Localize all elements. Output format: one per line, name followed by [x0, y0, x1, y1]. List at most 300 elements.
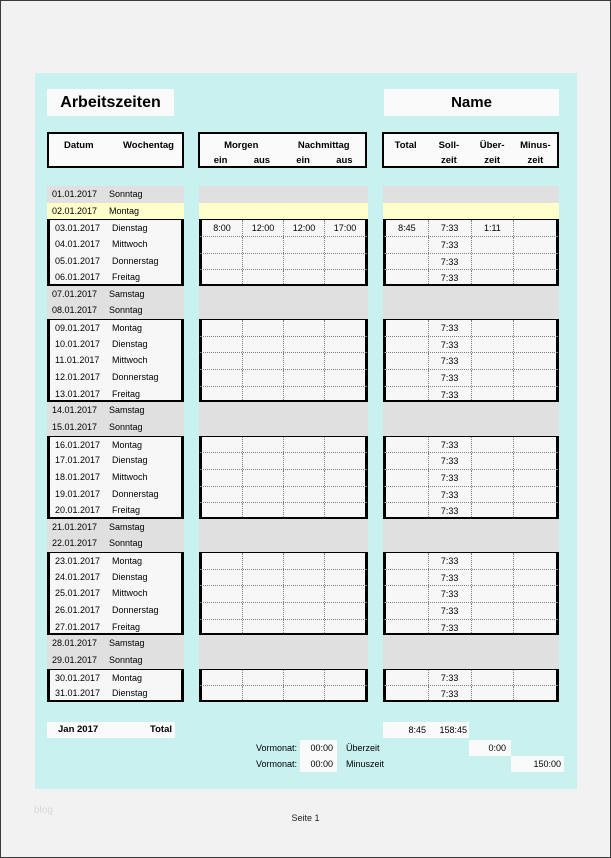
nachmittag-ein-cell [283, 437, 324, 453]
date-text: 04.01.2017 [55, 238, 101, 249]
totals-cell-group [383, 669, 559, 686]
minuszeit-cell [513, 437, 556, 453]
row-gap [368, 469, 383, 486]
total-cell [386, 603, 428, 619]
weekday-text: Donnerstag [112, 255, 159, 266]
ueberzeit-cell [471, 453, 514, 469]
weekday-text: Samstag [109, 638, 145, 649]
nachmittag-ein-cell [283, 670, 324, 686]
sollzeit-cell: 7:33 [428, 270, 471, 284]
total-cell [386, 570, 428, 586]
morgen-ein-cell [202, 237, 242, 253]
row-gap [184, 302, 199, 319]
nachmittag-ein-cell [283, 387, 324, 401]
total-cell [386, 453, 428, 469]
date-weekday-cell [47, 336, 184, 353]
row-gap [368, 635, 383, 652]
morgen-ein-cell [202, 270, 242, 284]
nachmittag-aus-cell [324, 487, 365, 503]
weekday-text: Mittwoch [112, 588, 148, 599]
morgen-ein-cell [202, 686, 242, 700]
minuszeit-value: 150:00 [511, 756, 564, 772]
date-weekday-cell [47, 552, 184, 569]
ueberzeit-cell [471, 553, 514, 569]
date-weekday-cell [47, 635, 184, 652]
ueberzeit-cell [471, 254, 514, 270]
minuszeit-cell [513, 254, 556, 270]
table-row [47, 286, 559, 303]
table-row [47, 469, 559, 486]
header-ueberzeit: Über- [479, 140, 505, 151]
total-cell [386, 270, 428, 284]
ueberzeit-cell [471, 670, 514, 686]
date-weekday-cell [47, 203, 184, 220]
totals-cell-group [383, 502, 559, 519]
date-text: 13.01.2017 [55, 388, 101, 399]
morgen-aus-cell [242, 686, 283, 700]
times-cell-group [199, 652, 368, 669]
date-text: 09.01.2017 [55, 323, 101, 334]
date-text: 14.01.2017 [52, 405, 98, 416]
morgen-aus-cell [242, 320, 283, 336]
nachmittag-aus-cell [324, 603, 365, 619]
total-cell [386, 670, 428, 686]
table-row [47, 585, 559, 602]
totals-cell-group [383, 552, 559, 569]
weekday-text: Freitag [112, 388, 141, 399]
date-weekday-cell [47, 502, 184, 519]
ueberzeit-cell [471, 437, 514, 453]
table-row [47, 186, 559, 203]
nachmittag-ein-cell [283, 237, 324, 253]
date-text: 28.01.2017 [52, 638, 98, 649]
table-row [47, 436, 559, 453]
table-row [47, 569, 559, 586]
minuszeit-cell [513, 553, 556, 569]
date-weekday-cell [47, 602, 184, 619]
nachmittag-aus-cell [324, 470, 365, 486]
nachmittag-ein-cell [283, 337, 324, 353]
ueberzeit-cell: 1:11 [471, 220, 514, 236]
minuszeit-cell [513, 220, 556, 236]
ueberzeit-cell [471, 320, 514, 336]
morgen-ein-cell [202, 503, 242, 517]
date-text: 05.01.2017 [55, 255, 101, 266]
row-gap [368, 269, 383, 286]
morgen-aus-cell [242, 553, 283, 569]
weekday-text: Sonntag [109, 654, 143, 665]
row-gap [184, 269, 199, 286]
nachmittag-ein-cell [283, 453, 324, 469]
totals-cell-group [383, 619, 559, 636]
morgen-ein-cell [202, 387, 242, 401]
date-text: 06.01.2017 [55, 272, 101, 283]
ueberzeit-cell [471, 570, 514, 586]
table-row [47, 635, 559, 652]
nachmittag-aus-cell [324, 320, 365, 336]
row-gap [184, 219, 199, 236]
nachmittag-aus-cell [324, 254, 365, 270]
nachmittag-aus-cell [324, 686, 365, 700]
times-cell-group [199, 519, 368, 536]
morgen-aus-cell [242, 437, 283, 453]
totals-cell-group [383, 186, 559, 203]
morgen-ein-cell [202, 670, 242, 686]
nachmittag-ein-cell: 12:00 [283, 220, 324, 236]
date-weekday-cell [47, 619, 184, 636]
row-gap [368, 219, 383, 236]
ueberzeit-cell [471, 337, 514, 353]
row-gap [368, 685, 383, 702]
date-text: 11.01.2017 [55, 355, 100, 366]
header-ein-1: ein [213, 155, 228, 166]
minuszeit-cell [513, 603, 556, 619]
date-weekday-cell [47, 486, 184, 503]
row-gap [368, 502, 383, 519]
times-cell-group [199, 619, 368, 636]
morgen-ein-cell [202, 470, 242, 486]
morgen-aus-cell [242, 603, 283, 619]
nachmittag-ein-cell [283, 503, 324, 517]
weekday-text: Freitag [112, 621, 141, 632]
row-gap [184, 352, 199, 369]
weekday-text: Mittwoch [112, 355, 148, 366]
date-weekday-cell [47, 585, 184, 602]
sollzeit-cell: 7:33 [428, 503, 471, 517]
month-total-value: 8:45 [408, 725, 426, 735]
row-gap [184, 685, 199, 702]
weekday-text: Dienstag [112, 223, 148, 234]
total-cell [386, 487, 428, 503]
totals-cell-group [383, 203, 559, 220]
total-cell [386, 254, 428, 270]
nachmittag-ein-cell [283, 553, 324, 569]
weekday-text: Dienstag [112, 338, 148, 349]
row-gap [368, 203, 383, 220]
table-row [47, 352, 559, 369]
weekday-text: Donnerstag [112, 372, 159, 383]
weekday-text: Sonntag [109, 189, 143, 199]
table-row [47, 419, 559, 436]
header-nachmittag: Nachmittag [297, 140, 350, 151]
times-cell-group [199, 352, 368, 369]
header-times-block [198, 132, 367, 168]
morgen-ein-cell [202, 254, 242, 270]
morgen-aus-cell [242, 470, 283, 486]
row-gap [368, 402, 383, 419]
morgen-aus-cell [242, 337, 283, 353]
total-cell [386, 437, 428, 453]
nachmittag-aus-cell [324, 337, 365, 353]
nachmittag-aus-cell [324, 503, 365, 517]
header-minuszeit: Minus- [520, 140, 551, 151]
header-datum: Datum [64, 140, 94, 151]
date-weekday-cell [47, 569, 184, 586]
times-cell-group [199, 253, 368, 270]
header-sollzeit: Soll- [438, 140, 460, 151]
row-gap [368, 569, 383, 586]
nachmittag-aus-cell [324, 387, 365, 401]
nachmittag-ein-cell [283, 586, 324, 602]
sollzeit-cell: 7:33 [428, 487, 471, 503]
sollzeit-cell: 7:33 [428, 337, 471, 353]
total-cell [386, 370, 428, 386]
ueberzeit-cell [471, 620, 514, 634]
weekday-text: Montag [112, 556, 143, 567]
total-cell [386, 387, 428, 401]
table-row [47, 685, 559, 702]
times-cell-group [199, 452, 368, 469]
totals-cell-group [383, 535, 559, 552]
table-row [47, 402, 559, 419]
morgen-aus-cell [242, 503, 283, 517]
morgen-ein-cell [202, 570, 242, 586]
times-cell-group [199, 669, 368, 686]
total-cell: 8:45 [398, 223, 416, 234]
date-text: 02.01.2017 [52, 205, 98, 216]
date-text: 31.01.2017 [55, 688, 101, 699]
morgen-aus-cell [242, 453, 283, 469]
table-row [47, 602, 559, 619]
minuszeit-cell [513, 337, 556, 353]
row-gap [184, 419, 199, 436]
morgen-aus-cell [242, 670, 283, 686]
weekday-text: Freitag [112, 505, 141, 516]
ueberzeit-cell [471, 237, 514, 253]
totals-cell-group [383, 469, 559, 486]
weekday-text: Montag [109, 205, 140, 216]
date-text: 27.01.2017 [55, 621, 101, 632]
weekday-text: Donnerstag [112, 605, 159, 616]
times-cell-group [199, 302, 368, 319]
ueberzeit-cell [471, 503, 514, 517]
row-gap [184, 236, 199, 253]
date-weekday-cell [47, 685, 184, 702]
sollzeit-cell: 7:33 [428, 620, 471, 634]
ueberzeit-cell [471, 487, 514, 503]
date-weekday-cell [47, 269, 184, 286]
row-gap [184, 552, 199, 569]
date-text: 30.01.2017 [55, 672, 101, 683]
row-gap [368, 286, 383, 303]
date-text: 16.01.2017 [55, 439, 101, 450]
totals-cell-group [383, 386, 559, 403]
totals-cell-group [383, 452, 559, 469]
times-cell-group [199, 186, 368, 203]
row-gap [184, 336, 199, 353]
date-text: 03.01.2017 [55, 223, 101, 234]
date-weekday-cell [47, 369, 184, 386]
date-weekday-cell [47, 253, 184, 270]
weekday-text: Montag [112, 672, 143, 683]
table-row [47, 236, 559, 253]
weekday-text: Mittwoch [112, 471, 148, 482]
date-text: 15.01.2017 [52, 421, 98, 432]
sollzeit-cell: 7:33 [428, 370, 471, 386]
times-cell-group [199, 219, 368, 236]
header-morgen: Morgen [224, 140, 259, 151]
morgen-ein-cell [202, 320, 242, 336]
row-gap [184, 535, 199, 552]
month-total-strip [47, 722, 175, 738]
sollzeit-cell: 7:33 [428, 220, 471, 236]
sollzeit-cell: 7:33 [428, 437, 471, 453]
morgen-aus-cell [242, 487, 283, 503]
morgen-ein-cell [202, 586, 242, 602]
morgen-aus-cell: 12:00 [242, 220, 283, 236]
totals-cell-group [383, 219, 559, 236]
total-cell [386, 686, 428, 700]
times-cell-group [199, 203, 368, 220]
weekday-text: Samstag [109, 288, 145, 299]
row-gap [184, 469, 199, 486]
morgen-aus-cell [242, 387, 283, 401]
sollzeit-cell: 7:33 [428, 686, 471, 700]
times-cell-group [199, 635, 368, 652]
morgen-aus-cell [242, 370, 283, 386]
times-cell-group [199, 236, 368, 253]
table-row [47, 302, 559, 319]
table-row [47, 219, 559, 236]
morgen-ein-cell [202, 487, 242, 503]
ueberzeit-cell [471, 387, 514, 401]
row-gap [184, 402, 199, 419]
morgen-ein-cell [202, 603, 242, 619]
sollzeit-cell: 7:33 [428, 470, 471, 486]
row-gap [368, 386, 383, 403]
table-row [47, 269, 559, 286]
weekday-text: Donnerstag [112, 488, 159, 499]
table-row [47, 552, 559, 569]
minuszeit-label: Minuszeit [346, 759, 385, 769]
date-weekday-cell [47, 219, 184, 236]
date-text: 26.01.2017 [55, 605, 101, 616]
date-text: 24.01.2017 [55, 571, 101, 582]
row-gap [184, 186, 199, 203]
times-cell-group [199, 369, 368, 386]
date-weekday-cell [47, 402, 184, 419]
times-cell-group [199, 569, 368, 586]
total-cell [386, 553, 428, 569]
date-text: 25.01.2017 [55, 588, 101, 599]
row-gap [184, 436, 199, 453]
table-row [47, 203, 559, 220]
times-cell-group [199, 552, 368, 569]
minuszeit-cell [513, 320, 556, 336]
totals-cell-group [383, 635, 559, 652]
date-text: 08.01.2017 [52, 305, 98, 316]
times-cell-group [199, 402, 368, 419]
row-gap [184, 286, 199, 303]
date-text: 01.01.2017 [52, 189, 98, 199]
nachmittag-aus-cell [324, 353, 365, 369]
total-cell [386, 586, 428, 602]
row-gap [368, 352, 383, 369]
total-cell [386, 320, 428, 336]
totals-cell-group [383, 336, 559, 353]
times-cell-group [199, 386, 368, 403]
weekday-text: Samstag [109, 521, 145, 532]
row-gap [184, 635, 199, 652]
morgen-aus-cell [242, 270, 283, 284]
rows-area [47, 186, 559, 702]
totals-cell-group [383, 602, 559, 619]
table-row [47, 319, 559, 336]
header-ueberzeit-line2: zeit [484, 155, 501, 166]
totals-cell-group [383, 685, 559, 702]
table-row [47, 669, 559, 686]
date-weekday-cell [47, 519, 184, 536]
weekday-text: Sonntag [109, 305, 143, 316]
weekday-text: Montag [112, 439, 143, 450]
table-row [47, 535, 559, 552]
row-gap [184, 319, 199, 336]
morgen-aus-cell [242, 254, 283, 270]
row-gap [368, 486, 383, 503]
date-text: 17.01.2017 [55, 455, 101, 466]
nachmittag-ein-cell [283, 370, 324, 386]
sollzeit-cell: 7:33 [428, 387, 471, 401]
morgen-aus-cell [242, 353, 283, 369]
minuszeit-cell [513, 453, 556, 469]
totals-cell-group [383, 369, 559, 386]
row-gap [184, 602, 199, 619]
header-totals-block [382, 132, 559, 168]
sollzeit-cell: 7:33 [428, 603, 471, 619]
nachmittag-ein-cell [283, 320, 324, 336]
table-row [47, 519, 559, 536]
morgen-ein-cell [202, 337, 242, 353]
total-label: Total [150, 724, 172, 735]
morgen-ein-cell [202, 437, 242, 453]
nachmittag-aus-cell [324, 437, 365, 453]
nachmittag-ein-cell [283, 570, 324, 586]
date-weekday-cell [47, 386, 184, 403]
weekday-text: Dienstag [112, 571, 148, 582]
sollzeit-cell: 7:33 [428, 237, 471, 253]
row-gap [368, 519, 383, 536]
row-gap [368, 669, 383, 686]
nachmittag-aus-cell [324, 370, 365, 386]
table-row [47, 336, 559, 353]
times-cell-group [199, 469, 368, 486]
table-row [47, 452, 559, 469]
row-gap [368, 186, 383, 203]
minuszeit-cell [513, 237, 556, 253]
times-cell-group [199, 535, 368, 552]
totals-cell-group [383, 519, 559, 536]
row-gap [184, 669, 199, 686]
times-cell-group [199, 336, 368, 353]
minuszeit-cell [513, 470, 556, 486]
date-text: 18.01.2017 [55, 471, 101, 482]
date-weekday-cell [47, 352, 184, 369]
row-gap [184, 452, 199, 469]
nachmittag-ein-cell [283, 620, 324, 634]
totals-cell-group [383, 569, 559, 586]
header-minuszeit-line2: zeit [527, 155, 544, 166]
ueberzeit-label: Überzeit [346, 743, 380, 753]
date-text: 10.01.2017 [55, 338, 101, 349]
weekday-text: Sonntag [109, 538, 143, 549]
sollzeit-cell: 7:33 [428, 586, 471, 602]
sollzeit-cell: 7:33 [428, 553, 471, 569]
row-gap [368, 452, 383, 469]
minuszeit-cell [513, 620, 556, 634]
row-gap [184, 369, 199, 386]
row-gap [368, 602, 383, 619]
nachmittag-ein-cell [283, 270, 324, 284]
